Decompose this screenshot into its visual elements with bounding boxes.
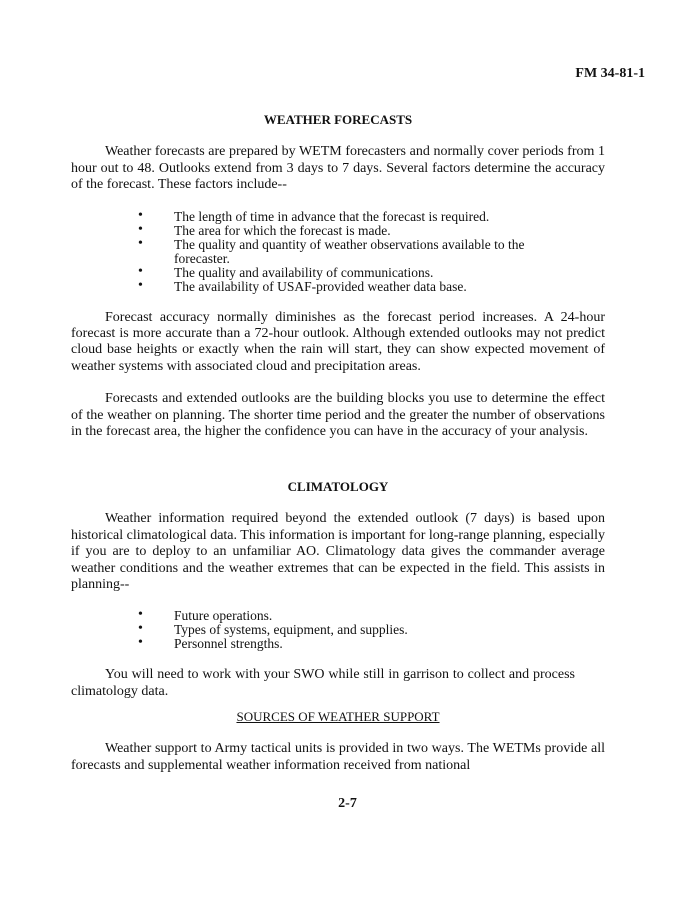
section-title-climatology: CLIMATOLOGY [287, 479, 389, 494]
bullet-icon: • [138, 277, 143, 293]
planning-list [71, 609, 605, 651]
page-number: 2-7 [338, 796, 357, 811]
bullet-icon: • [138, 607, 143, 623]
list-item: • The availability of USAF-provided weather data base. [138, 277, 467, 294]
paragraph: Weather information required beyond the extended outlook (7 days) is based upon historical climatological data. This information is important for long-range planning, especially if you are to deploy to an unfamiliar AO. Climatology data gives the commander average weather conditions and the weather extremes that can be expected in the field. This assists in planning-- [71, 511, 605, 593]
list-item: • The quality and availability of communications. [138, 263, 434, 280]
bullet-icon: • [138, 263, 143, 279]
list-item: • Types of systems, equipment, and supplies. [138, 621, 408, 638]
bullet-icon: • [138, 635, 143, 651]
bullet-icon: • [138, 235, 143, 251]
section-title-sources: SOURCES OF WEATHER SUPPORT [236, 709, 440, 724]
climatology-section [71, 479, 605, 700]
list-item: • The area for which the forecast is made. [138, 221, 391, 238]
list-item: • Future operations. [138, 607, 273, 624]
bullet-icon: • [138, 621, 143, 637]
list-item: • The length of time in advance that the forecast is required. [138, 207, 490, 224]
paragraph: Weather support to Army tactical units is provided in two ways. The WETMs provide all forecasts and supplemental weather information received from national [71, 741, 605, 773]
document-id: FM 34-81-1 [575, 66, 645, 81]
list-item: • Personnel strengths. [138, 635, 283, 652]
weather-forecasts-section [71, 112, 605, 440]
paragraph: Weather forecasts are prepared by WETM forecasters and normally cover periods from 1 hour out to 48. Outlooks extend from 3 days to 7 days. Several factors determine the accuracy of the forecast. These factors include-- [71, 144, 605, 193]
paragraph: You will need to work with your SWO while still in garrison to collect and process climatology data. [71, 667, 575, 699]
bullet-icon: • [138, 221, 143, 237]
paragraph: Forecast accuracy normally diminishes as the forecast period increases. A 24-hour forecast is more accurate than a 72-hour outlook. Although extended outlooks may not predict cloud base heights or exactly when the rain will start, they can show expected movement of weather systems with associated cloud and precipitation areas. [71, 309, 605, 374]
bullet-icon: • [138, 207, 143, 223]
section-title-weather-forecasts: WEATHER FORECASTS [263, 112, 413, 127]
forecast-factors-list [71, 207, 605, 294]
paragraph: Forecasts and extended outlooks are the building blocks you use to determine the effect of the weather on planning. The shorter time period and the greater the number of observations in the forecast area, the higher the confidence you can have in the accuracy of your analysis. [71, 391, 605, 440]
sources-section [71, 709, 605, 774]
list-item: • The quality and quantity of weather observations available to the forecaster. [138, 235, 525, 266]
